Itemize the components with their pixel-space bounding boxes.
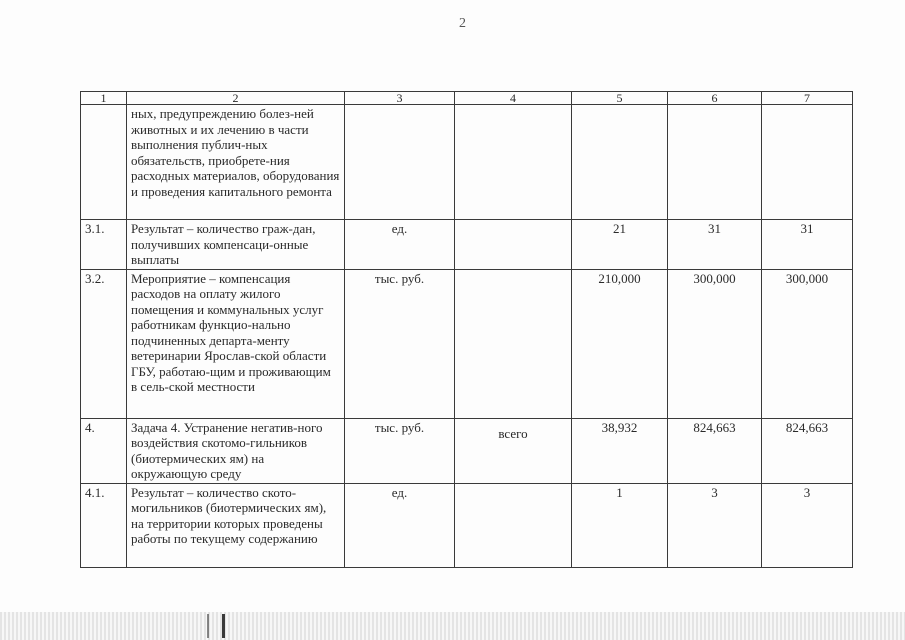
row-unit	[345, 105, 455, 220]
row-category	[455, 105, 572, 220]
row-unit: тыс. руб.	[345, 269, 455, 418]
program-table	[80, 91, 853, 568]
row-category	[455, 269, 572, 418]
row-number: 3.1.	[81, 220, 127, 270]
row-value-5	[572, 105, 668, 220]
row-unit: ед.	[345, 220, 455, 270]
row-description: Результат – количество ското-могильников (биотермических ям), на территории которых проведены работы по текущему содержанию	[127, 483, 345, 567]
row-value-6: 824,663	[668, 418, 762, 483]
row-description: ных, предупреждению болез-ней животных и их лечению в части выполнения публич-ных обязательств, приобрете-ния расходных материалов, оборудования и проведения капитального ремонта	[127, 105, 345, 220]
row-value-6	[668, 105, 762, 220]
row-value-6: 31	[668, 220, 762, 270]
column-header: 4	[455, 92, 572, 105]
row-value-5: 21	[572, 220, 668, 270]
row-value-5: 38,932	[572, 418, 668, 483]
row-number	[81, 105, 127, 220]
row-value-6: 3	[668, 483, 762, 567]
column-header: 1	[81, 92, 127, 105]
row-description: Мероприятие – компенсация расходов на оплату жилого помещения и коммунальных услуг работникам функцио-нально подчиненных департа-менту ветеринарии Ярослав-ской области ГБУ, работаю-щим и проживающим в сель-ской местности	[127, 269, 345, 418]
row-unit: тыс. руб.	[345, 418, 455, 483]
row-value-6: 300,000	[668, 269, 762, 418]
row-value-7	[762, 105, 853, 220]
row-value-7: 300,000	[762, 269, 853, 418]
header-row	[81, 92, 853, 105]
row-number: 3.2.	[81, 269, 127, 418]
table-row	[81, 483, 853, 567]
row-number: 4.1.	[81, 483, 127, 567]
column-header: 2	[127, 92, 345, 105]
table-row	[81, 220, 853, 270]
scan-artifact-strip	[0, 612, 905, 640]
row-category	[455, 220, 572, 270]
row-description: Результат – количество граж-дан, получивших компенсаци-онные выплаты	[127, 220, 345, 270]
row-category	[455, 483, 572, 567]
row-value-7: 31	[762, 220, 853, 270]
scan-artifact-mark	[222, 614, 225, 638]
row-unit: ед.	[345, 483, 455, 567]
row-category: всего	[455, 418, 572, 483]
row-value-5: 1	[572, 483, 668, 567]
table-row	[81, 269, 853, 418]
table-row	[81, 418, 853, 483]
table-row	[81, 105, 853, 220]
column-header: 3	[345, 92, 455, 105]
column-header: 7	[762, 92, 853, 105]
row-description: Задача 4. Устранение негатив-ного воздействия скотомо-гильников (биотермических ям) на окружающую среду	[127, 418, 345, 483]
column-header: 6	[668, 92, 762, 105]
scan-artifact-mark	[207, 614, 209, 638]
column-header: 5	[572, 92, 668, 105]
row-value-5: 210,000	[572, 269, 668, 418]
page-number: 2	[459, 16, 466, 31]
row-number: 4.	[81, 418, 127, 483]
row-value-7: 3	[762, 483, 853, 567]
row-value-7: 824,663	[762, 418, 853, 483]
